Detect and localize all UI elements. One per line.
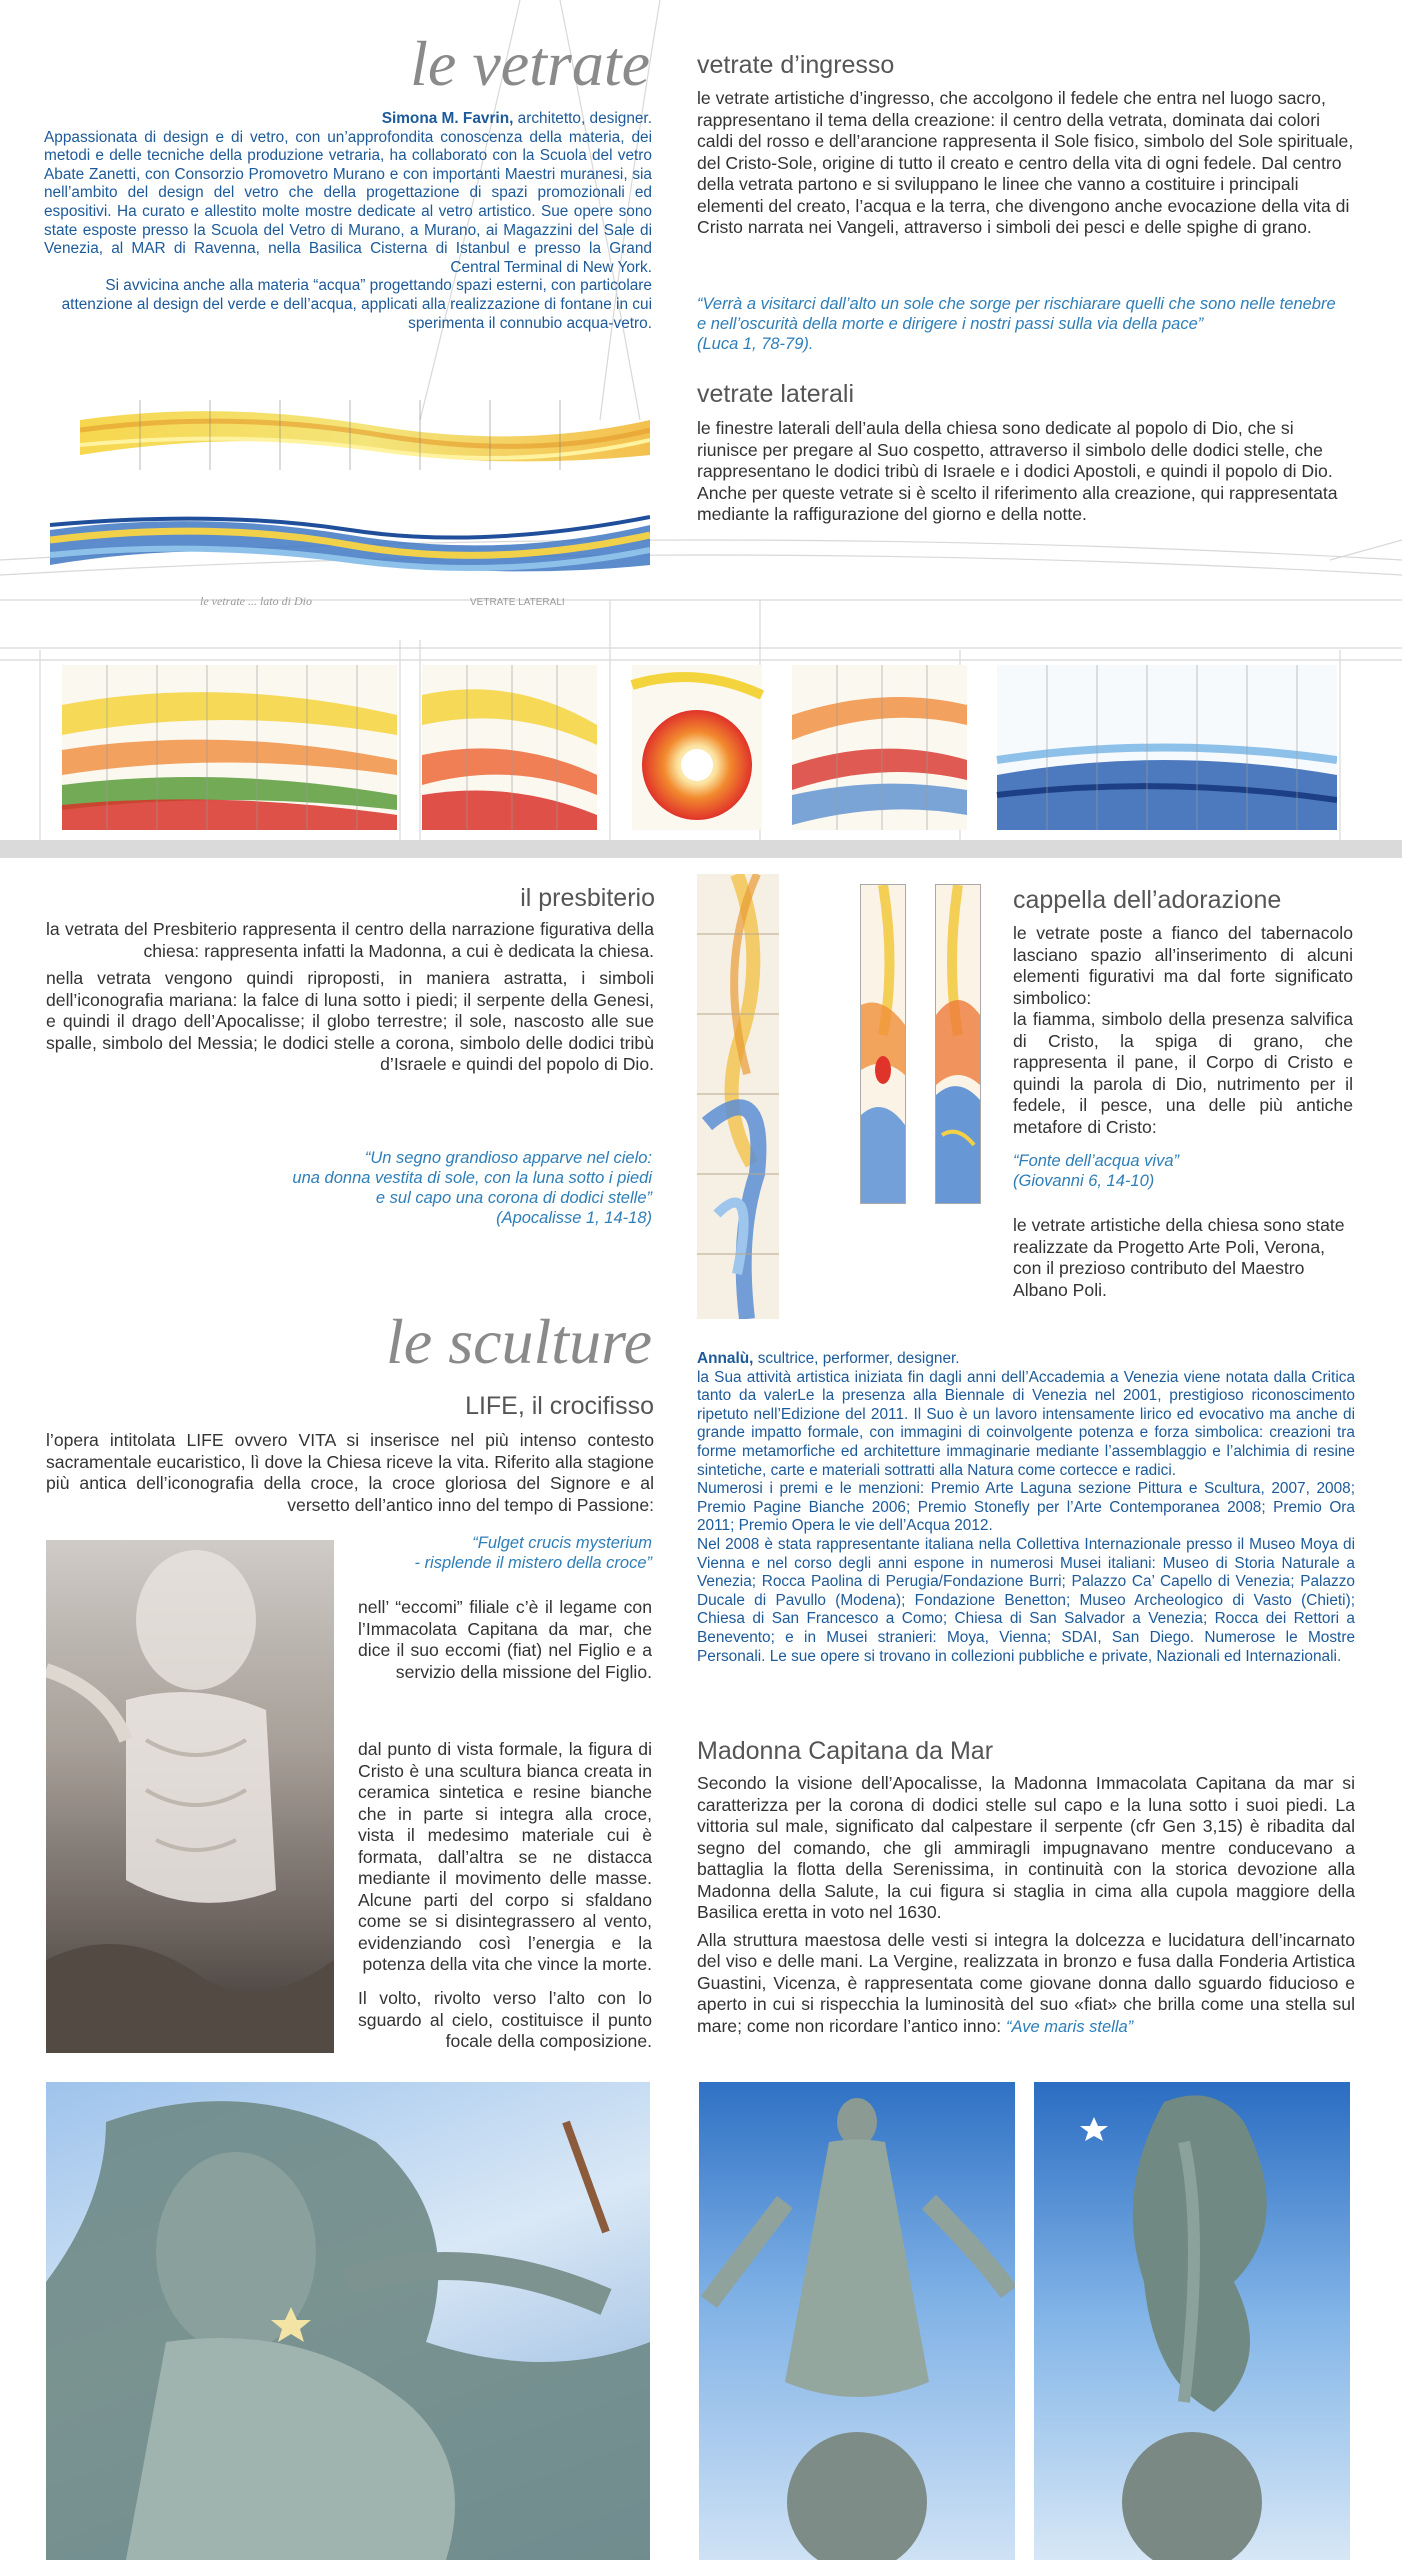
laterali-title: vetrate laterali <box>697 380 855 408</box>
ingresso-title: vetrate d’ingresso <box>697 51 895 79</box>
ingresso-quote-text: “Verrà a visitarci dall’alto un sole che sorge per rischiarare quelli che sono nelle tenebre e nell’oscurità della morte e dirigere i nostri passi sulla via della pace” <box>697 295 1336 333</box>
author-role: architetto, designer. <box>513 110 652 127</box>
cappella-text <box>1013 923 1353 1138</box>
life-p2: nell’ “eccomi” filiale c’è il legame con l’Immacolata Capitana da mar, che dice il suo eccomi (fiat) nel Figlio e a servizio della missione del Figlio. <box>358 1597 652 1682</box>
life-quote-1: “Fulget crucis mysterium <box>472 1534 652 1552</box>
crucifix-sculpture-image <box>46 1540 334 2053</box>
presbiterio-quote-1: “Un segno grandioso apparve nel cielo: <box>364 1149 652 1167</box>
annalu-bio-3: Nel 2008 è stata rappresentante italiana nella Collettiva Internazionale presso il Museo Moya di Vienna e nel corso degli anni espone in numerosi Musei italiani: Museo di Storia Naturale a Venezia; Rocca Paolina di Perugia/Fondazione Burri; Palazzo Ca’ Capello di Venezia; Palazzo Ducale di Pavullo (Modena); Fondazione Benetton; Museo Archeologico di Vasto (Chieti); Chiesa di San Francesco a Como; Chiesa di San Salvador a Venezia; Rocca dei Rettori a Benevento; e in Musei stranieri: Moya, Vienna; SDAI, San Diego. Numerose le Mostre Personali. Le sue opere si trovano in collezioni pubbliche e private, Nazionali ed Internazionali. <box>697 1535 1355 1665</box>
sculture-title: le sculture <box>386 1306 652 1377</box>
sketch-label-left: le vetrate ... lato di Dio <box>200 594 312 608</box>
life-quote <box>360 1533 652 1573</box>
section-divider <box>0 840 1402 858</box>
presbiterio-p2: nella vetrata vengono quindi riproposti, in maniera astratta, i simboli dell’iconografia mariana: la falce di luna sotto i piedi; il serpente della Genesi, e quindi il drago dell’Apocalisse; il globo terrestre; il sole, nascosto alle sue spalle, simbolo del Messia; le dodici stelle a corona, simbolo delle dodici tribù d’Israele e quindi del popolo di Dio. <box>46 968 654 1074</box>
presbiterio-quote-2: una donna vestita di sole, con la luna sotto i piedi <box>292 1169 652 1187</box>
blue-glass-strip-image <box>50 505 650 580</box>
cappella-credits: le vetrate artistiche della chiesa sono state realizzate da Progetto Arte Poli, Verona, con il prezioso contributo del Maestro Albano Poli. <box>1013 1215 1345 1300</box>
annalu-name: Annalù, <box>697 1350 754 1367</box>
annalu-bio <box>697 1350 1355 1666</box>
cappella-glass-right-image <box>935 884 981 1204</box>
presbiterio-text <box>46 919 654 1076</box>
annalu-bio-2: Numerosi i premi e le menzioni: Premio Arte Laguna sezione Pittura e Scultura, 2007, 2008; Premio Pagine Bianche 2006; Premio Stonefly per l’Arte Contemporanea 2008; Premio Ora 2011; Premio Opera le vie dell’Acqua 2012. <box>697 1480 1355 1535</box>
author-bio-paragraph-2: Si avvicina anche alla materia “acqua” progettando spazi esterni, con particolare attenzione al design del verde e dell’acqua, applicati alla realizzazione di fontane in cui sperimenta il connubio acqua-vetro. <box>61 277 652 332</box>
author-name: Simona M. Favrin, <box>381 110 514 127</box>
ingresso-text: le vetrate artistiche d’ingresso, che accolgono il fedele che entra nel luogo sacro, rappresentano il tema della creazione: il centro della vetrata, dominata dai colori caldi del rosso e dell’arancione rappresenta il Sole fisico, simbolo del Sole spirituale, del Cristo-Sole, origine di tutto il creato e centro della vita di ogni fedele. Dal centro della vetrata partono e si sviluppano le linee che vanno a costituire i principali elementi del creato, l’acqua e la terra, che divengono anche evocazione della vita di Cristo narrata nei Vangeli, attraverso i simboli dei pesci e delle spighe di grano. <box>697 88 1354 237</box>
madonna-p2: Alla struttura maestosa delle vesti si integra la dolcezza e lucidatura dell’incarnato del viso e delle mani. La Vergine, realizzata in bronzo e fusa dalla Fonderia Artistica Guastini, Vicenza, è rappresentata come giovane donna dallo sguardo fiducioso e aperto in cui si rispecchia la luminosità del suo «fiat» che brilla come una stella sul mare; come non ricordare l’antico inno: <box>697 1929 1355 2036</box>
madonna-p1: Secondo la visione dell’Apocalisse, la Madonna Immacolata Capitana da mar si caratterizza per la corona di dodici stelle sul capo e la luna sotto i suoi piedi. La vittoria sul male, significato dal calpestare il serpente (cfr Gen 3,15) è ribadita dal segno del comando, che gli ammiragli impugnavano mentre conducevano a battaglia la flotta della Serenissima, in continuità con la storica devozione alla Madonna della Salute, la cui figura si staglia in cima alla cupola maggiore della Basilica eretta in voto nel 1630. <box>697 1773 1355 1922</box>
life-quote-2: - risplende il mistero della croce” <box>414 1554 652 1572</box>
life-p4: Il volto, rivolto verso l’alto con lo sguardo al cielo, costituisce il punto focale della composizione. <box>358 1988 652 2051</box>
vetrate-author-bio <box>44 110 652 333</box>
cappella-glass-left-image <box>860 884 906 1204</box>
presbiterio-p1: la vetrata del Presbiterio rappresenta il centro della narrazione figurativa della chiesa: rappresenta infatti la Madonna, a cui è dedicata la chiesa. <box>46 919 654 961</box>
laterali-text: le finestre laterali dell’aula della chiesa sono dedicate al popolo di Dio, che si riunisce per pregare al Suo cospetto, attraverso il simbolo delle dodici stelle, che rappresentano le dodici tribù di Israele e i dodici Apostoli, e quindi il popolo di Dio. Anche per queste vetrate si è scelto il riferimento alla creazione, qui rappresentata mediante la raffigurazione del giorno e della notte. <box>697 418 1338 524</box>
cappella-quote-ref: (Giovanni 6, 14-10) <box>1013 1172 1155 1190</box>
life-p1: l’opera intitolata LIFE ovvero VITA si inserisce nel più intenso contesto sacramentale eucaristico, lì dove la Chiesa riceve la vita. Riferito alla stagione più antica dell’iconografia della croce, la croce gloriosa del Signore e al versetto dell’antico inno del tempo di Passione: <box>46 1430 654 1515</box>
author-bio-paragraph: Appassionata di design e di vetro, con un’approfondita conoscenza della materia, dei metodi e delle tecniche della produzione vetraria, ha collaborato con la Scuola del vetro Abate Zanetti, con Consorzio Promovetro Murano e con importanti Maestri muranesi, sia nell’ambito del design del vetro che della progettazione di spazi promozionali ed espositivi. Ha curato e allestito molte mostre dedicate al vetro artistico. Sue opere sono state esposte presso la Scuola del Vetro di Murano, a Murano, ai Magazzini del Sale di Venezia, al MAR di Ravenna, nella Basilica Cisterna di Istanbul e presso la Grand Central Terminal di New York. <box>44 128 652 276</box>
cappella-p1: le vetrate poste a fianco del tabernacolo lasciano spazio all’inserimento di alcuni elementi figurativi ma dal forte significato simbolico: <box>1013 923 1353 1008</box>
presbiterio-title: il presbiterio <box>520 884 655 912</box>
cappella-quote-text: “Fonte dell’acqua viva” <box>1013 1152 1179 1170</box>
presbiterio-quote-3: e sul capo una corona di dodici stelle” <box>375 1189 652 1207</box>
madonna-title: Madonna Capitana da Mar <box>697 1737 994 1765</box>
cappella-title: cappella dell’adorazione <box>1013 886 1282 914</box>
ingresso-quote <box>697 294 1337 354</box>
madonna-text <box>697 1773 1355 2037</box>
presbiterio-quote <box>200 1148 652 1228</box>
madonna-quote: “Ave maris stella” <box>1006 2017 1134 2036</box>
madonna-closeup-image <box>46 2082 650 2560</box>
yellow-glass-strip-image <box>80 400 650 470</box>
life-p3: dal punto di vista formale, la figura di Cristo è una scultura bianca creata in ceramica sintetica e resine bianche che in parte si integra alla croce, vista il medesimo materiale cui è formata, dall’altra se ne distacca mediante il movimento delle masse. Alcune parti del corpo si sfaldano come se si disintegrassero al vento, evidenziando così l’energia e la potenza della vita che vince la morte. <box>358 1739 652 1974</box>
vetrate-title: le vetrate <box>410 28 650 99</box>
life-title: LIFE, il crocifisso <box>465 1392 654 1420</box>
cappella-p2: la fiamma, simbolo della presenza salvifica di Cristo, la spiga di grano, che rappresenta il pane, il Corpo di Cristo e quindi la parola di Dio, nutrimento per il fedele, il pesce, una delle più antiche metafore di Cristo: <box>1013 1009 1353 1137</box>
annalu-bio-1: la Sua attività artistica iniziata fin dagli anni dell’Accademia a Venezia viene notata dalla Critica tanto da valerLe la presenza alla Biennale di Venezia nel 2001, prestigioso riconoscimento ripetuto nell’Edizione del 2011. Il Suo è un lavoro intensamente lirico ed evocativo ma anche di grande impatto formale, con immagini di coinvolgente potenza e forza simbolica: creazioni tra forme metamorfiche ed architetture immaginarie mediante l’assemblaggio e l’alchimia di resine sintetiche, carte e materiali sottratti alla Natura come cortecce e radici. <box>697 1368 1355 1479</box>
madonna-back-image <box>1034 2082 1350 2560</box>
ingresso-quote-ref: (Luca 1, 78-79). <box>697 335 814 353</box>
presbiterio-stained-glass-image <box>697 874 779 1319</box>
presbiterio-quote-ref: (Apocalisse 1, 14-18) <box>496 1209 652 1227</box>
annalu-role: scultrice, performer, designer. <box>753 1350 960 1367</box>
entrance-stained-glass-image <box>62 665 1337 830</box>
sketch-label-center: VETRATE LATERALI <box>470 597 565 608</box>
cappella-quote <box>1013 1151 1353 1191</box>
madonna-front-image <box>699 2082 1015 2560</box>
